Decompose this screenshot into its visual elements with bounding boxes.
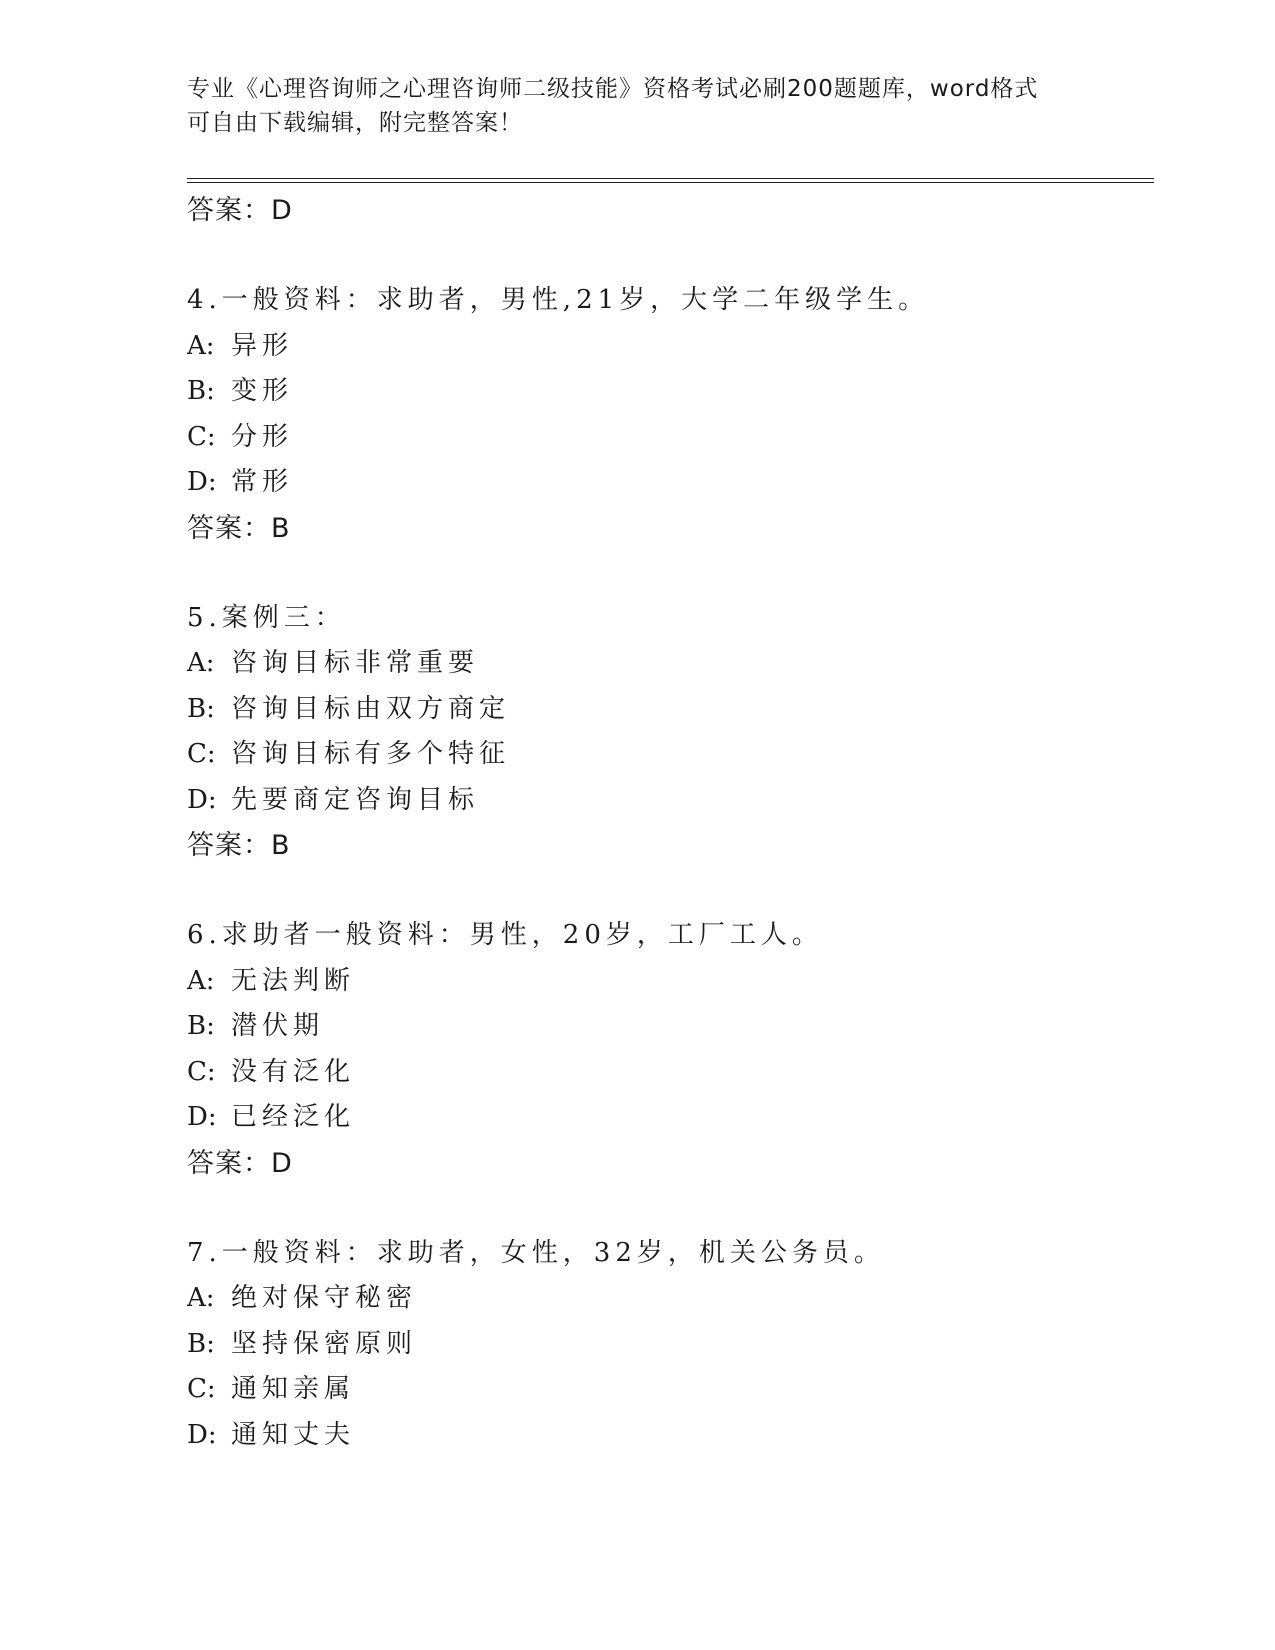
option-key: D: xyxy=(187,1102,217,1132)
question-7 xyxy=(187,1231,1147,1459)
option-text: 绝对保守秘密 xyxy=(231,1283,418,1313)
option-text: 坚持保密原则 xyxy=(231,1328,418,1359)
question-5 xyxy=(187,596,1147,869)
question-stem: 4.一般资料：求助者，男性,21岁，大学二年级学生。 xyxy=(187,285,930,315)
question-4 xyxy=(187,278,1147,551)
option-text: 先要商定咨询目标 xyxy=(231,784,480,815)
option-key: D: xyxy=(187,467,217,497)
option-a xyxy=(187,641,1147,687)
option-text: 没有泛化 xyxy=(231,1056,356,1087)
option-b xyxy=(187,369,1147,415)
option-d xyxy=(187,460,1147,506)
option-c xyxy=(187,415,1147,461)
option-key: D: xyxy=(187,1419,217,1450)
option-text: 常形 xyxy=(231,467,294,497)
option-b xyxy=(187,1004,1147,1050)
option-b xyxy=(187,1322,1147,1368)
question-stem: 5.案例三： xyxy=(187,602,346,633)
option-text: 潜伏期 xyxy=(231,1011,325,1041)
option-text: 无法判断 xyxy=(231,965,356,996)
option-text: 通知丈夫 xyxy=(231,1419,356,1450)
option-key: A: xyxy=(187,648,215,678)
option-b xyxy=(187,687,1147,733)
option-d xyxy=(187,1413,1147,1459)
option-key: B: xyxy=(187,1328,215,1359)
header-divider xyxy=(187,178,1154,183)
answer-line: 答案：D xyxy=(187,195,293,226)
option-d xyxy=(187,1095,1147,1141)
option-key: A: xyxy=(187,965,215,996)
option-key: D: xyxy=(187,784,217,815)
answer-line: 答案：B xyxy=(187,512,291,544)
option-a xyxy=(187,1276,1147,1322)
option-key: C: xyxy=(187,421,216,452)
option-text: 已经泛化 xyxy=(231,1102,356,1132)
option-text: 咨询目标非常重要 xyxy=(231,648,480,678)
option-c xyxy=(187,1050,1147,1096)
option-key: C: xyxy=(187,1374,216,1404)
answer-line: 答案：B xyxy=(187,830,291,861)
option-c xyxy=(187,1367,1147,1413)
option-key: A: xyxy=(187,1283,215,1313)
option-text: 咨询目标有多个特征 xyxy=(231,739,511,769)
option-text: 变形 xyxy=(231,376,294,406)
question-stem: 6.求助者一般资料：男性，20岁，工厂工人。 xyxy=(187,920,823,950)
option-text: 分形 xyxy=(231,421,294,452)
header-title-line-2: 可自由下载编辑，附完整答案！ xyxy=(187,110,523,136)
option-key: B: xyxy=(187,1011,215,1041)
question-6 xyxy=(187,913,1147,1186)
option-key: B: xyxy=(187,376,215,406)
header-title-line-1: 专业《心理咨询师之心理咨询师二级技能》资格考试必刷200题题库，word格式 xyxy=(187,76,1039,102)
option-key: B: xyxy=(187,693,215,724)
option-key: C: xyxy=(187,1056,216,1087)
option-text: 咨询目标由双方商定 xyxy=(231,693,511,724)
option-text: 异形 xyxy=(231,330,294,361)
option-a xyxy=(187,324,1147,370)
option-key: C: xyxy=(187,739,216,769)
answer-line: 答案：D xyxy=(187,1147,293,1179)
question-list xyxy=(187,188,1147,1458)
option-d xyxy=(187,778,1147,824)
document-header xyxy=(187,72,1067,140)
option-a xyxy=(187,959,1147,1005)
option-key: A: xyxy=(187,330,215,361)
option-c xyxy=(187,732,1147,778)
option-text: 通知亲属 xyxy=(231,1374,356,1404)
question-stem: 7.一般资料：求助者，女性，32岁，机关公务员。 xyxy=(187,1237,885,1268)
